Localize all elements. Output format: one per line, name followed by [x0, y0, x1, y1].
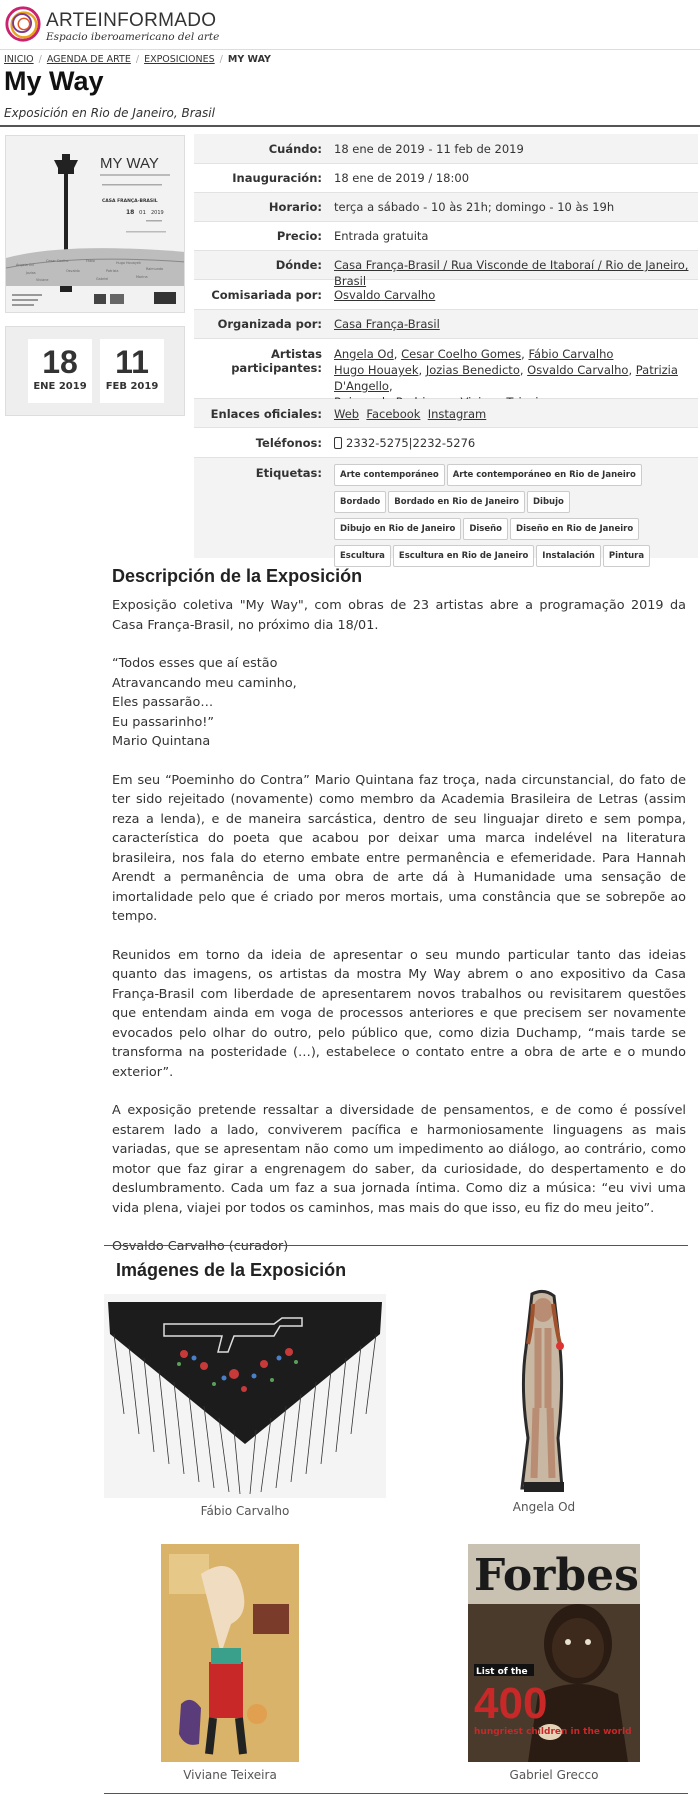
svg-text:Cesar Coelho: Cesar Coelho [46, 259, 69, 263]
svg-text:Angela Od: Angela Od [16, 263, 34, 267]
magazine-subtitle: hungriest children in the world [474, 1727, 632, 1737]
info-row-artists [194, 339, 698, 399]
curated-label: Comisariada por: [211, 288, 322, 302]
poster-title: MY WAY [100, 155, 159, 172]
where-label: Dónde: [275, 258, 322, 272]
poem-line: “Todos esses que aí estão [112, 656, 278, 671]
svg-text:Gabriel: Gabriel [96, 277, 109, 281]
poster-venue: CASA FRANÇA-BRASIL [102, 199, 158, 204]
caption-viviane-teixeira: Viviane Teixeira [183, 1768, 277, 1782]
tag-chip[interactable]: Pintura [603, 545, 650, 567]
info-row-price [194, 222, 698, 251]
info-row-tags [194, 458, 698, 561]
breadcrumb-exposiciones[interactable]: EXPOSICIONES [144, 54, 215, 65]
end-month: FEB 2019 [105, 381, 159, 392]
svg-text:Fábio: Fábio [86, 259, 95, 263]
svg-text:Raimundo: Raimundo [146, 267, 164, 271]
magazine-number: 400 [474, 1679, 548, 1728]
info-row-organized [194, 310, 698, 339]
poster-day: 18 [126, 209, 135, 216]
poem [112, 654, 686, 752]
venue-link[interactable]: Casa França-Brasil / Rua Visconde de Itaboraí / Rio de Janeiro, Brasil [334, 258, 689, 288]
info-row-phones [194, 428, 698, 458]
tags-label: Etiquetas: [255, 466, 322, 480]
breadcrumb-agenda[interactable]: AGENDA DE ARTE [46, 54, 131, 65]
info-row-when [194, 134, 698, 164]
breadcrumb-inicio[interactable]: INICIO [4, 54, 34, 65]
artist-link[interactable]: Jozias Benedicto [425, 363, 520, 377]
when-value: 18 ene de 2019 - 11 feb de 2019 [334, 142, 524, 156]
magazine-name: Forbes [474, 1550, 639, 1601]
gallery-image-figure[interactable] [502, 1288, 586, 1496]
tag-chip[interactable]: Arte contemporáneo [334, 464, 445, 486]
info-row-opening [194, 164, 698, 193]
tag-chip[interactable]: Diseño [463, 518, 508, 540]
artist-link[interactable]: Fábio Carvalho [528, 347, 614, 361]
breadcrumb: INICIO / AGENDA DE ARTE / EXPOSICIONES / MY WAY [4, 54, 271, 65]
svg-text:Viviane: Viviane [36, 278, 49, 282]
tag-chip[interactable]: Bordado [334, 491, 386, 513]
tags-list [334, 464, 694, 572]
opening-value: 18 ene de 2019 / 18:00 [334, 171, 470, 185]
description-title: Descripción de la Exposición [112, 566, 363, 586]
price-label: Precio: [276, 229, 322, 243]
tag-chip[interactable]: Diseño en Rio de Janeiro [510, 518, 639, 540]
poem-line: Eles passarão… [112, 695, 214, 710]
description-paragraph: A exposição pretende ressaltar a diversidade de pensamentos, e de como é possível estarem lado a lado, conviverem pacífica e harmoniosamente linguagens as mais variadas, que se apresentam não como um impedimento ao diálogo, ao contrário, como motor que faz girar a engrenagem do saber, da curiosidade, do despertamento e do deslumbramento. Cada um faz a sua jornada íntima. Como diz a música: “eu vivi uma vida plena, viajei por todos os caminhos, mas mais do que isso, eu fiz do meu jeito”. [112, 1103, 686, 1216]
info-row-where [194, 251, 698, 288]
description-signature: Osvaldo Carvalho (curador) [112, 1239, 289, 1254]
artist-link[interactable]: Patrizia D'Angello [334, 363, 678, 393]
tag-chip[interactable]: Arte contemporáneo en Rio de Janeiro [447, 464, 642, 486]
svg-text:Patrizia: Patrizia [106, 269, 119, 273]
artist-link[interactable]: Cesar Coelho Gomes [401, 347, 522, 361]
phone-icon [334, 437, 342, 449]
svg-text:Marina: Marina [136, 275, 148, 279]
links-label: Enlaces oficiales: [210, 407, 322, 421]
end-day: 11 [115, 344, 149, 380]
description-paragraph: Em seu “Poeminho do Contra” Mario Quintana faz troça, nada circunstancial, do fato de ter sido rejeitado (novamente) como membro da Academia Brasileira de Letras (assim reza a lenda), e de maneira sarcástica, dentro de seu linguajar direto e sem pompa, característica do poeta que acabou por deixar uma marca indelével na literatura brasileira, nos fala do eterno embate entre permanência e efemeridade. Para Hannah Arendt a permanência de uma obra de arte dá à Humanidade uma sensação de imortalidade pelo que é criado por meros mortais, uma constância que se sobrepõe ao tempo. [112, 772, 686, 924]
svg-text:Hugo Houayek: Hugo Houayek [116, 261, 141, 265]
artist-link[interactable]: Hugo Houayek [334, 363, 419, 377]
gallery-image-shawl[interactable] [104, 1294, 386, 1498]
artists-list: Angela Od, Cesar Coelho Gomes, Fábio Carvalho Hugo Houayek, Jozias Benedicto, Osvaldo Carvalho, Patrizia D'Angello, [334, 346, 694, 410]
exhibition-description [112, 566, 686, 1254]
description-body [112, 596, 686, 1276]
opening-label: Inauguración: [232, 171, 322, 185]
phones-label: Teléfonos: [255, 436, 322, 450]
exhibition-poster[interactable] [5, 135, 185, 313]
tag-chip[interactable]: Instalación [536, 545, 601, 567]
end-date-card [100, 339, 164, 403]
page-title: My Way [4, 66, 104, 96]
artist-link[interactable]: Osvaldo Carvalho [527, 363, 629, 377]
magazine-list: List of the [476, 1667, 528, 1677]
curator-link[interactable]: Osvaldo Carvalho [334, 288, 436, 302]
info-row-hours [194, 193, 698, 222]
gallery-image-painting[interactable] [161, 1544, 299, 1762]
poster-image [6, 136, 185, 313]
svg-text:Osvaldo: Osvaldo [66, 269, 80, 273]
divider [104, 1793, 688, 1794]
tag-chip[interactable]: Bordado en Rio de Janeiro [388, 491, 525, 513]
price-value: Entrada gratuita [334, 229, 429, 243]
poem-author: Mario Quintana [112, 734, 211, 749]
info-row-curated [194, 280, 698, 310]
caption-fabio-carvalho: Fábio Carvalho [200, 1504, 290, 1518]
tag-chip[interactable]: Dibujo [527, 491, 570, 513]
info-row-links [194, 399, 698, 428]
arteinformado-logo-icon[interactable] [4, 5, 42, 43]
caption-gabriel-grecco: Gabriel Grecco [509, 1768, 599, 1782]
date-box [5, 326, 185, 416]
artist-link[interactable]: Angela Od [334, 347, 394, 361]
caption-angela-od: Angela Od [512, 1500, 576, 1514]
site-header [0, 0, 700, 50]
poster-month: 01 [139, 210, 146, 216]
phones-value: 2332-5275|2232-5276 [346, 436, 476, 450]
artists-label: Artistas participantes: [231, 347, 322, 375]
poem-line: Eu passarinho!” [112, 714, 215, 730]
divider [0, 125, 700, 127]
hours-value: terça a sábado - 10 às 21h; domingo - 10 às 19h [334, 200, 615, 214]
page-subtitle: Exposición en Rio de Janeiro, Brasil [4, 106, 215, 120]
svg-text:Jozias: Jozias [26, 271, 36, 275]
facebook-link[interactable]: Facebook [366, 407, 421, 421]
poem-line: Atravancando meu caminho, [112, 675, 297, 691]
poster-year: 2019 [151, 210, 164, 216]
start-date-card [28, 339, 92, 403]
start-day: 18 [42, 344, 78, 380]
hours-label: Horario: [268, 200, 322, 214]
organizer-link[interactable]: Casa França-Brasil [334, 317, 440, 331]
web-link[interactable]: Web [334, 407, 360, 421]
tag-chip[interactable]: Dibujo en Rio de Janeiro [334, 518, 461, 540]
tag-chip[interactable]: Escultura en Rio de Janeiro [393, 545, 534, 567]
instagram-link[interactable]: Instagram [427, 407, 487, 421]
gallery-image-magazine[interactable] [468, 1544, 640, 1762]
when-label: Cuándo: [268, 142, 322, 156]
description-paragraph: Exposição coletiva "My Way", com obras de 23 artistas abre a programação 2019 da Casa França-Brasil, no próximo dia 18/01. [112, 598, 686, 633]
organized-label: Organizada por: [217, 317, 322, 331]
start-month: ENE 2019 [33, 381, 87, 392]
divider [104, 1245, 688, 1246]
description-paragraph: Reunidos em torno da ideia de apresentar o seu mundo particular tanto das ideias quanto das imagens, os artistas da mostra My Way abrem o ano expositivo da Casa França-Brasil com liberdade de apresentarem novos trabalhos ou revisitarem questões que entendam ainda em voga de processos anteriores e que precisem ser novamente evocados pelo olhar do outro, pelo público que, como dizia Duchamp, “mais tarde se transforma na posteridade (…), estabelece o contato entre a obra de arte e o mundo exterior”. [112, 947, 686, 1080]
tag-chip[interactable]: Escultura [334, 545, 391, 567]
logo-name[interactable]: ARTEINFORMADO [46, 10, 217, 31]
images-title: Imágenes de la Exposición [116, 1260, 347, 1280]
logo-tagline: Espacio iberoamericano del arte [46, 31, 220, 43]
breadcrumb-current: MY WAY [227, 54, 271, 65]
